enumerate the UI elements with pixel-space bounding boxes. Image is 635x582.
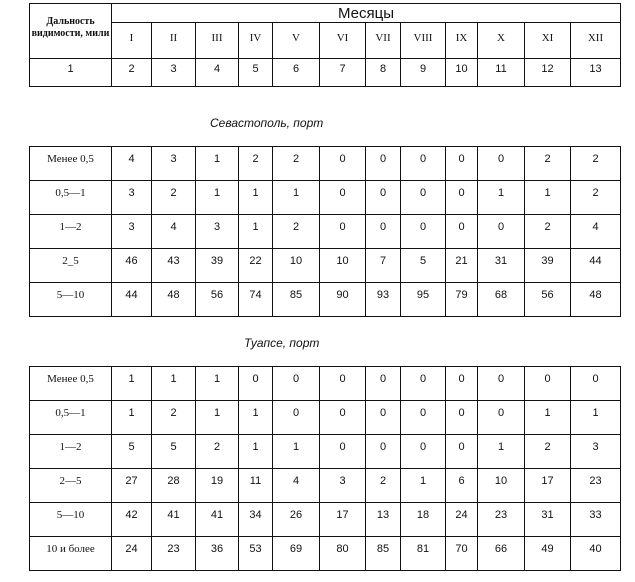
frequency-cell: 5 (152, 435, 196, 469)
frequency-cell: 3 (320, 469, 366, 503)
column-number: 13 (571, 59, 621, 87)
month-header: I (112, 23, 152, 59)
frequency-cell: 2 (571, 147, 621, 181)
table-row (30, 469, 621, 503)
frequency-cell: 36 (196, 537, 239, 571)
frequency-cell: 6 (446, 469, 478, 503)
visibility-range-label: 5—10 (30, 503, 112, 537)
frequency-cell: 0 (320, 367, 366, 401)
frequency-cell: 0 (446, 401, 478, 435)
frequency-cell: 4 (273, 469, 320, 503)
frequency-cell: 2 (196, 435, 239, 469)
frequency-cell: 2 (273, 215, 320, 249)
frequency-cell: 68 (478, 283, 525, 317)
sevastopol-table (29, 146, 621, 317)
frequency-cell: 4 (152, 215, 196, 249)
column-number: 12 (525, 59, 571, 87)
table-row (30, 181, 621, 215)
frequency-cell: 3 (571, 435, 621, 469)
frequency-cell: 17 (320, 503, 366, 537)
frequency-cell: 0 (239, 367, 273, 401)
frequency-cell: 0 (320, 147, 366, 181)
frequency-cell: 24 (112, 537, 152, 571)
frequency-cell: 0 (478, 215, 525, 249)
frequency-cell: 0 (446, 215, 478, 249)
frequency-cell: 69 (273, 537, 320, 571)
frequency-cell: 85 (366, 537, 401, 571)
frequency-cell: 1 (112, 401, 152, 435)
frequency-cell: 0 (446, 435, 478, 469)
table-row (30, 147, 621, 181)
frequency-cell: 0 (571, 367, 621, 401)
frequency-cell: 1 (112, 367, 152, 401)
frequency-cell: 0 (273, 401, 320, 435)
frequency-cell: 1 (152, 367, 196, 401)
frequency-cell: 1 (525, 181, 571, 215)
frequency-cell: 27 (112, 469, 152, 503)
frequency-cell: 1 (196, 147, 239, 181)
frequency-cell: 1 (239, 181, 273, 215)
month-header: XI (525, 23, 571, 59)
frequency-cell: 0 (525, 367, 571, 401)
frequency-cell: 40 (571, 537, 621, 571)
frequency-cell: 7 (366, 249, 401, 283)
month-header: IV (239, 23, 273, 59)
frequency-cell: 81 (401, 537, 446, 571)
frequency-cell: 0 (401, 435, 446, 469)
frequency-cell: 2 (525, 215, 571, 249)
header-table (29, 3, 621, 87)
frequency-cell: 0 (401, 215, 446, 249)
frequency-cell: 90 (320, 283, 366, 317)
frequency-cell: 0 (366, 215, 401, 249)
frequency-cell: 0 (478, 401, 525, 435)
frequency-cell: 2 (571, 181, 621, 215)
visibility-range-label: 0,5—1 (30, 401, 112, 435)
frequency-cell: 5 (401, 249, 446, 283)
tuapse-caption: Туапсе, порт (244, 336, 320, 350)
frequency-cell: 0 (366, 181, 401, 215)
frequency-cell: 0 (366, 367, 401, 401)
frequency-cell: 23 (152, 537, 196, 571)
column-number: 6 (273, 59, 320, 87)
frequency-cell: 10 (320, 249, 366, 283)
frequency-cell: 28 (152, 469, 196, 503)
month-header: XII (571, 23, 621, 59)
frequency-cell: 66 (478, 537, 525, 571)
frequency-cell: 1 (196, 181, 239, 215)
frequency-cell: 26 (273, 503, 320, 537)
frequency-cell: 3 (196, 215, 239, 249)
column-number: 3 (152, 59, 196, 87)
frequency-cell: 56 (525, 283, 571, 317)
visibility-range-label: 0,5—1 (30, 181, 112, 215)
visibility-range-header: Дальность видимости, мили (30, 4, 112, 59)
frequency-cell: 1 (196, 401, 239, 435)
frequency-cell: 42 (112, 503, 152, 537)
frequency-cell: 0 (366, 147, 401, 181)
frequency-cell: 10 (273, 249, 320, 283)
table-row (30, 503, 621, 537)
sevastopol-caption: Севастополь, порт (210, 116, 324, 130)
month-header: III (196, 23, 239, 59)
frequency-cell: 0 (446, 181, 478, 215)
visibility-range-label: 5—10 (30, 283, 112, 317)
frequency-cell: 34 (239, 503, 273, 537)
frequency-cell: 0 (320, 435, 366, 469)
frequency-cell: 85 (273, 283, 320, 317)
column-number: 8 (366, 59, 401, 87)
frequency-cell: 2 (273, 147, 320, 181)
table-row (30, 215, 621, 249)
column-number: 2 (112, 59, 152, 87)
frequency-cell: 24 (446, 503, 478, 537)
frequency-cell: 13 (366, 503, 401, 537)
frequency-cell: 0 (320, 215, 366, 249)
frequency-cell: 53 (239, 537, 273, 571)
frequency-cell: 0 (401, 181, 446, 215)
month-header: VI (320, 23, 366, 59)
column-number: 4 (196, 59, 239, 87)
frequency-cell: 31 (525, 503, 571, 537)
table-row (30, 283, 621, 317)
frequency-cell: 3 (112, 181, 152, 215)
column-number: 7 (320, 59, 366, 87)
frequency-cell: 0 (401, 147, 446, 181)
column-number: 9 (401, 59, 446, 87)
frequency-cell: 31 (478, 249, 525, 283)
frequency-cell: 0 (366, 401, 401, 435)
frequency-cell: 74 (239, 283, 273, 317)
frequency-cell: 0 (273, 367, 320, 401)
visibility-range-label: Менее 0,5 (30, 147, 112, 181)
frequency-cell: 1 (401, 469, 446, 503)
header-row-column-numbers (30, 59, 621, 87)
frequency-cell: 2 (152, 181, 196, 215)
frequency-cell: 1 (273, 181, 320, 215)
frequency-cell: 1 (478, 435, 525, 469)
visibility-range-label: 1—2 (30, 435, 112, 469)
frequency-cell: 3 (152, 147, 196, 181)
frequency-cell: 3 (112, 215, 152, 249)
month-header: VII (366, 23, 401, 59)
frequency-cell: 18 (401, 503, 446, 537)
frequency-cell: 21 (446, 249, 478, 283)
frequency-cell: 1 (525, 401, 571, 435)
visibility-range-label: 10 и более (30, 537, 112, 571)
frequency-cell: 39 (525, 249, 571, 283)
frequency-cell: 48 (152, 283, 196, 317)
frequency-cell: 0 (366, 435, 401, 469)
frequency-cell: 49 (525, 537, 571, 571)
frequency-cell: 4 (112, 147, 152, 181)
frequency-cell: 79 (446, 283, 478, 317)
frequency-cell: 93 (366, 283, 401, 317)
frequency-cell: 5 (112, 435, 152, 469)
frequency-cell: 1 (239, 215, 273, 249)
column-number: 5 (239, 59, 273, 87)
month-header: V (273, 23, 320, 59)
month-header: VIII (401, 23, 446, 59)
frequency-cell: 44 (112, 283, 152, 317)
frequency-cell: 23 (571, 469, 621, 503)
header-row-months (30, 4, 621, 23)
column-number: 10 (446, 59, 478, 87)
frequency-cell: 4 (571, 215, 621, 249)
table-row (30, 401, 621, 435)
frequency-cell: 2 (152, 401, 196, 435)
frequency-cell: 44 (571, 249, 621, 283)
frequency-cell: 1 (239, 401, 273, 435)
frequency-cell: 1 (273, 435, 320, 469)
column-number: 11 (478, 59, 525, 87)
months-title: Месяцы (112, 4, 621, 23)
frequency-cell: 11 (239, 469, 273, 503)
table-row (30, 435, 621, 469)
frequency-cell: 46 (112, 249, 152, 283)
frequency-cell: 70 (446, 537, 478, 571)
frequency-cell: 2 (525, 147, 571, 181)
frequency-cell: 56 (196, 283, 239, 317)
column-number: 1 (30, 59, 112, 87)
frequency-cell: 1 (571, 401, 621, 435)
visibility-range-label: 2—5 (30, 469, 112, 503)
frequency-cell: 0 (478, 367, 525, 401)
table-row (30, 249, 621, 283)
frequency-cell: 33 (571, 503, 621, 537)
frequency-cell: 39 (196, 249, 239, 283)
header-row-month-names (30, 23, 621, 59)
frequency-cell: 95 (401, 283, 446, 317)
month-header: X (478, 23, 525, 59)
frequency-cell: 0 (446, 147, 478, 181)
frequency-cell: 2 (366, 469, 401, 503)
table-row (30, 537, 621, 571)
frequency-cell: 48 (571, 283, 621, 317)
month-header: II (152, 23, 196, 59)
frequency-cell: 80 (320, 537, 366, 571)
frequency-cell: 0 (478, 147, 525, 181)
frequency-cell: 1 (196, 367, 239, 401)
frequency-cell: 0 (320, 181, 366, 215)
visibility-range-label: 2_5 (30, 249, 112, 283)
frequency-cell: 0 (401, 401, 446, 435)
frequency-cell: 1 (239, 435, 273, 469)
frequency-cell: 0 (320, 401, 366, 435)
visibility-range-label: Менее 0,5 (30, 367, 112, 401)
frequency-cell: 22 (239, 249, 273, 283)
frequency-cell: 41 (152, 503, 196, 537)
frequency-cell: 41 (196, 503, 239, 537)
table-row (30, 367, 621, 401)
frequency-cell: 43 (152, 249, 196, 283)
frequency-cell: 17 (525, 469, 571, 503)
frequency-cell: 19 (196, 469, 239, 503)
frequency-cell: 10 (478, 469, 525, 503)
frequency-cell: 2 (239, 147, 273, 181)
frequency-cell: 0 (446, 367, 478, 401)
frequency-cell: 1 (478, 181, 525, 215)
frequency-cell: 23 (478, 503, 525, 537)
frequency-cell: 0 (401, 367, 446, 401)
frequency-cell: 2 (525, 435, 571, 469)
tuapse-table (29, 366, 621, 571)
visibility-range-label: 1—2 (30, 215, 112, 249)
month-header: IX (446, 23, 478, 59)
